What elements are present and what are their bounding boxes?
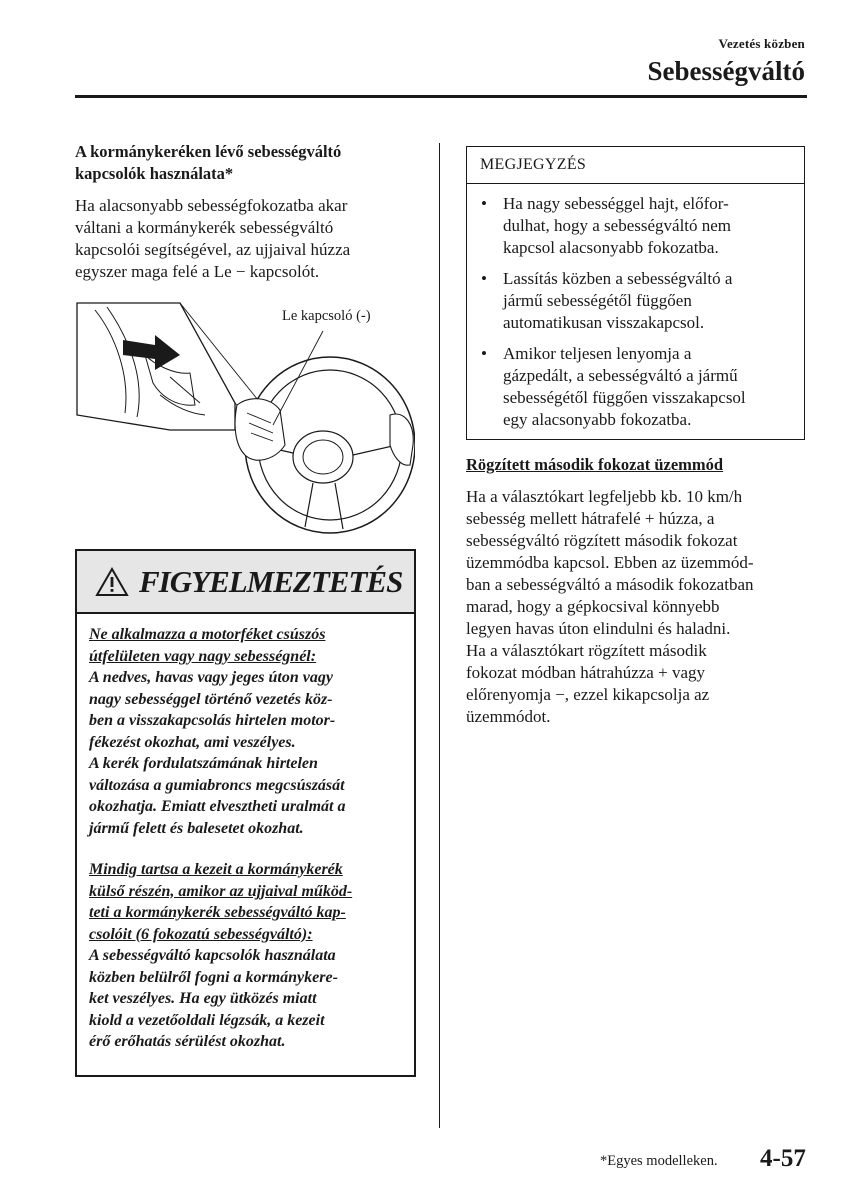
warning-paragraph [89,624,402,839]
warning-triangle-icon [95,567,129,597]
text-line: üzemmódba kapcsol. Ebben az üzemmód- [466,553,754,572]
text-line: kapcsolói segítségével, az ujjaival húzza [75,240,351,259]
paddle-switch-label: Le kapcsoló (-) [282,308,371,324]
note-line: gázpedált, a sebességváltó a jármű [503,366,738,385]
text-line: marad, hogy a gépkocsival könnyebb [466,597,720,616]
note-item [481,268,794,334]
right-column [466,454,806,728]
warning-header [77,551,414,614]
warning-line: okozhatja. Emiatt elvesztheti uralmát a [89,798,346,815]
page-number: 4-57 [760,1145,806,1172]
page-title: Sebességváltó [647,56,805,86]
warning-body [77,614,414,1053]
text-line: sebességváltó rögzített második fokozat [466,531,738,550]
warning-line: érő erőhatás sérülést okozhat. [89,1033,286,1050]
note-line: • Lassítás közben a sebességváltó a [503,269,733,288]
text-line: váltani a kormánykerék sebességváltó [75,218,334,237]
text-line: előrenyomja −, ezzel kikapcsolja az [466,685,710,704]
steering-wheel-figure [75,295,415,545]
note-line: sebességétől függően visszakapcsol [503,388,746,407]
column-divider [439,143,440,1128]
warning-line: kiold a vezetőoldali légzsák, a kezeit [89,1011,325,1029]
text-line: üzemmódot. [466,707,551,726]
warning-line: jármű felett és balesetet okozhat. [89,819,304,837]
warning-line: A kerék fordulatszámának hirtelen [89,755,318,772]
warning-line: A sebességváltó kapcsolók használata [89,947,336,964]
second-gear-paragraph [466,486,806,728]
warning-line: változása a gumiabroncs megcsúszását [89,776,345,794]
note-heading: MEGJEGYZÉS [467,147,804,184]
text-line: Ha a választókart rögzített második [466,641,707,660]
heading-line: A kormánykeréken lévő sebességváltó [75,142,342,161]
header-rule [75,95,807,98]
warning-subheading-line: külső részén, amikor az ujjaival működ- [89,882,353,900]
note-list [467,184,804,431]
warning-line: ben a visszakapcsolás hirtelen motor- [89,712,336,729]
warning-box [75,549,416,1077]
warning-subheading-line: Mindig tartsa a kezeit a kormánykerék [89,861,343,878]
note-line: automatikusan visszakapcsol. [503,313,705,332]
text-line: legyen havas úton elindulni és haladni. [466,619,731,638]
warning-subheading-line: Ne alkalmazza a motorféket csúszós [89,626,326,643]
note-line: • Amikor teljesen lenyomja a [503,344,692,363]
warning-line: ket veszélyes. Ha egy ütközés miatt [89,990,317,1007]
heading-line: kapcsolók használata* [75,164,234,183]
warning-subheading-line: teti a kormánykerék sebességváltó kap- [89,904,346,921]
warning-subheading-line: csolóit (6 fokozatú sebességváltó): [89,925,313,943]
note-item [481,343,794,431]
note-line: • Ha nagy sebességgel hajt, előfor- [503,194,729,213]
section-heading [75,141,415,185]
warning-line: A nedves, havas vagy jeges úton vagy [89,669,333,686]
warning-paragraph [89,859,402,1053]
section-label: Vezetés közben [718,36,805,51]
note-line: kapcsol alacsonyabb fokozatba. [503,238,719,257]
note-box [466,146,805,440]
text-line: Ha alacsonyabb sebességfokozatba akar [75,196,348,215]
warning-subheading-line: útfelületen vagy nagy sebességnél: [89,647,317,665]
note-line: dulhat, hogy a sebességváltó nem [503,216,732,235]
warning-line: nagy sebességgel történő vezetés köz- [89,690,333,708]
warning-line: fékezést okozhat, ami veszélyes. [89,733,296,751]
steering-wheel-illustration [75,295,415,545]
warning-line: közben belülről fogni a kormánykere- [89,968,338,986]
note-item [481,193,794,259]
text-line: Ha a választókart legfeljebb kb. 10 km/h [466,487,743,506]
text-line: egyszer maga felé a Le − kapcsolót. [75,262,320,281]
text-line: sebesség mellett hátrafelé + húzza, a [466,509,715,528]
text-line: fokozat módban hátrahúzza + vagy [466,663,705,682]
warning-title: FIGYELMEZTETÉS [139,563,403,599]
text-line: ban a sebességváltó a második fokozatban [466,575,754,594]
note-line: egy alacsonyabb fokozatba. [503,410,692,429]
intro-paragraph [75,195,415,283]
left-column [75,141,415,283]
subsection-heading: Rögzített második fokozat üzemmód [466,455,724,474]
footnote: *Egyes modelleken. [600,1153,718,1169]
note-line: jármű sebességétől függően [503,291,692,310]
